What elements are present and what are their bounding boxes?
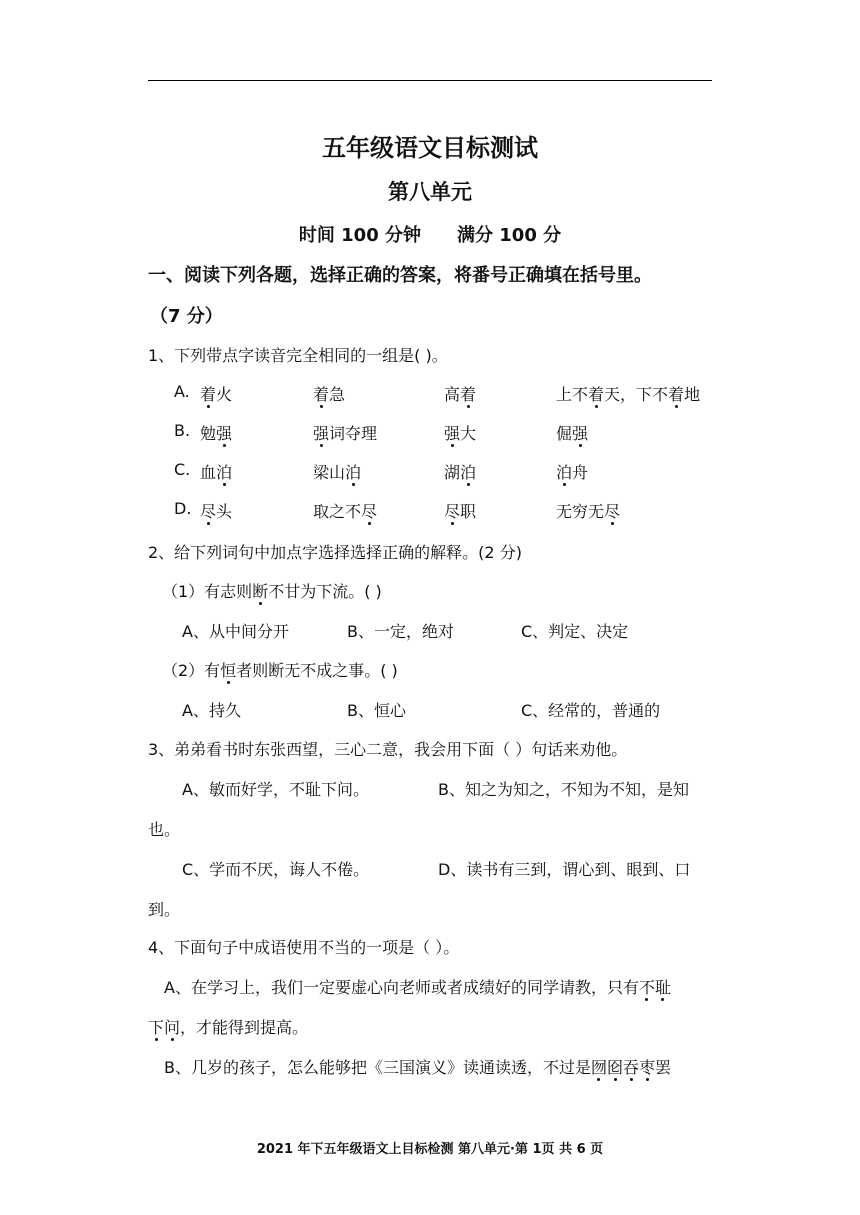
- q1-b-word-3: 强大: [444, 424, 477, 443]
- q1-a-word-1: 着火: [200, 385, 233, 404]
- q2-s2-option-b: B、恒心: [347, 701, 406, 720]
- q1-d-word-3: 尽职: [444, 502, 477, 521]
- q2-sentence-2: （2）有恒者则断无不成之事。( ): [162, 661, 398, 680]
- q1-c-word-4: 泊舟: [556, 463, 589, 482]
- time-score-line: [0, 221, 860, 247]
- page-footer: 2021 年下五年级语文上目标检测 第八单元·第 1页 共 6 页: [256, 1142, 604, 1157]
- q2-s1-option-a: A、从中间分开: [182, 622, 289, 641]
- full-score: 满分 100 分: [457, 225, 562, 246]
- q1-a-word-3: 高着: [444, 385, 477, 404]
- q4-option-b-line1: B、几岁的孩子，怎么能够把《三国演义》读通读透，不过是囫囵吞枣罢: [164, 1058, 672, 1077]
- q4-stem: 4、下面句子中成语使用不当的一项是（ ）。: [148, 938, 460, 957]
- q1-c-word-3: 湖泊: [444, 463, 477, 482]
- q3-option-a: A、敏而好学，不耻下问。: [182, 780, 369, 799]
- q1-a-word-4: 上不着天，下不着地: [556, 385, 701, 404]
- q4-option-a-line2: 下问，才能得到提高。: [148, 1018, 309, 1037]
- q1-b-word-2: 强词夺理: [313, 424, 378, 443]
- q2-s2-option-c: C、经常的，普通的: [521, 701, 661, 720]
- q1-d-word-2: 取之不尽: [313, 502, 378, 521]
- q3-option-b-line1: B、知之为知之，不知为不知，是知: [438, 780, 689, 799]
- q2-s2-option-a: A、持久: [182, 701, 241, 720]
- q4-option-a-line1: A、在学习上，我们一定要虚心向老师或者成绩好的同学请教，只有不耻: [164, 978, 671, 997]
- q3-option-c: C、学而不厌，诲人不倦。: [182, 860, 370, 879]
- q2-s1-option-b: B、一定，绝对: [347, 622, 454, 641]
- q1-row-d-label: D.: [174, 499, 192, 518]
- q2-stem: 2、给下列词句中加点字选择选择正确的解释。(2 分): [148, 543, 522, 562]
- exam-title: 五年级语文目标测试: [322, 134, 538, 162]
- q3-option-b-line2: 也。: [148, 820, 181, 839]
- q1-c-word-2: 梁山泊: [313, 463, 362, 482]
- section-1-heading: 一、阅读下列各题，选择正确的答案，将番号正确填在括号里。: [148, 265, 652, 286]
- q1-row-a-label: A.: [174, 382, 190, 401]
- q1-b-word-1: 勉强: [200, 424, 233, 443]
- unit-title: 第八单元: [388, 180, 472, 204]
- q3-option-d-line1: D、读书有三到，谓心到、眼到、口: [438, 860, 691, 879]
- q1-a-word-2: 着急: [313, 385, 346, 404]
- q1-stem: 1、下列带点字读音完全相同的一组是( )。: [148, 346, 448, 365]
- header-rule: [148, 80, 712, 81]
- time-limit: 时间 100 分钟: [298, 225, 421, 246]
- q1-d-word-1: 尽头: [200, 502, 233, 521]
- q1-d-word-4: 无穷无尽: [556, 502, 621, 521]
- q3-stem: 3、弟弟看书时东张西望，三心二意，我会用下面（ ）句话来劝他。: [148, 740, 628, 759]
- section-1-points: （7 分）: [150, 306, 223, 327]
- q1-row-c-label: C.: [174, 460, 191, 479]
- q3-option-d-line2: 到。: [148, 900, 181, 919]
- q1-c-word-1: 血泊: [200, 463, 233, 482]
- q1-b-word-4: 倔强: [556, 424, 589, 443]
- q1-row-b-label: B.: [174, 421, 191, 440]
- q2-s1-option-c: C、判定、决定: [521, 622, 629, 641]
- q2-sentence-1: （1）有志则断不甘为下流。( ): [162, 582, 382, 601]
